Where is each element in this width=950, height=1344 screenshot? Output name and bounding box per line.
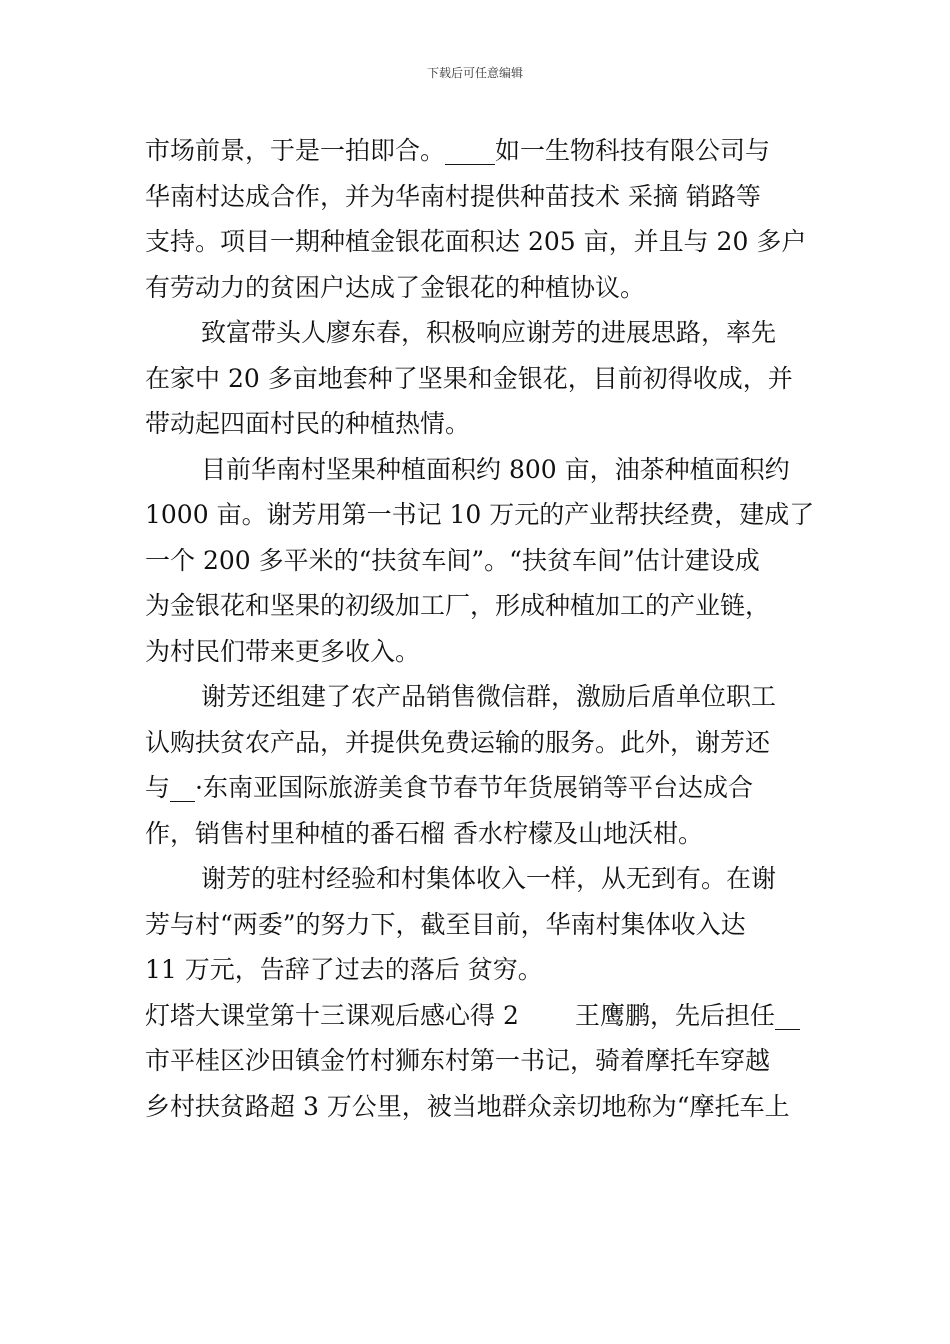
- text-line: 谢芳还组建了农产品销售微信群，激励后盾单位职工: [201, 682, 777, 711]
- text-line: 乡村扶贫路超 3 万公里，被当地群众亲切地称为“摩托车上: [145, 1091, 790, 1121]
- document-body: [145, 128, 813, 1129]
- paragraph-5: [145, 856, 813, 993]
- text-line: 目前华南村坚果种植面积约 800 亩，油茶种植面积约: [201, 454, 790, 484]
- paragraph-3: [145, 447, 813, 675]
- text-line: 市平桂区沙田镇金竹村狮东村第一书记，骑着摩托车穿越: [145, 1046, 771, 1075]
- section-title: 灯塔大课堂第十三课观后感心得 2: [145, 1000, 519, 1030]
- section-2: [145, 993, 813, 1130]
- text-line: 在家中 20 多亩地套种了坚果和金银花，目前初得收成，并: [145, 363, 793, 393]
- text-line: 认购扶贫农产品，并提供免费运输的服务。此外，谢芳还: [145, 727, 771, 757]
- text-line: 为金银花和坚果的初级加工厂，形成种植加工的产业链，: [145, 591, 771, 620]
- paragraph-2: [145, 310, 813, 447]
- text-line: 为村民们带来更多收入。: [145, 636, 421, 666]
- text-line: 与__·东南亚国际旅游美食节春节年货展销等平台达成合: [145, 773, 753, 802]
- text-line: 华南村达成合作，并为华南村提供种苗技术 采摘 销路等: [145, 181, 761, 211]
- text-line: 芳与村“两委”的努力下，截至目前，华南村集体收入达: [145, 909, 746, 939]
- text-line: 有劳动力的贫困户达成了金银花的种植协议。: [145, 272, 646, 302]
- paragraph-4: [145, 674, 813, 856]
- text-line: 支持。项目一期种植金银花面积达 205 亩，并且与 20 多户: [145, 227, 807, 256]
- text-line: 谢芳的驻村经验和村集体收入一样，从无到有。在谢: [201, 864, 777, 893]
- text-line: 11 万元，告辞了过去的落后 贫穷。: [145, 955, 543, 984]
- paragraph-1: [145, 128, 813, 310]
- text-line: 市场前景，于是一拍即合。____如一生物科技有限公司与: [145, 136, 771, 165]
- page-header-note: 下载后可任意编辑: [426, 66, 523, 80]
- text-line: 带动起四面村民的种植热情。: [145, 409, 471, 438]
- text-line-continuation: 王鹰鹏，先后担任__: [575, 1000, 801, 1030]
- text-line: 一个 200 多平米的“扶贫车间”。“扶贫车间”估计建设成: [145, 545, 760, 575]
- section-2-first-line: [145, 993, 813, 1039]
- text-line: 致富带头人廖东春，积极响应谢芳的进展思路，率先: [201, 318, 777, 347]
- text-line: 作，销售村里种植的番石榴 香水柠檬及山地沃柑。: [145, 818, 703, 848]
- text-line: 1000 亩。谢芳用第一书记 10 万元的产业帮扶经费，建成了: [145, 500, 815, 529]
